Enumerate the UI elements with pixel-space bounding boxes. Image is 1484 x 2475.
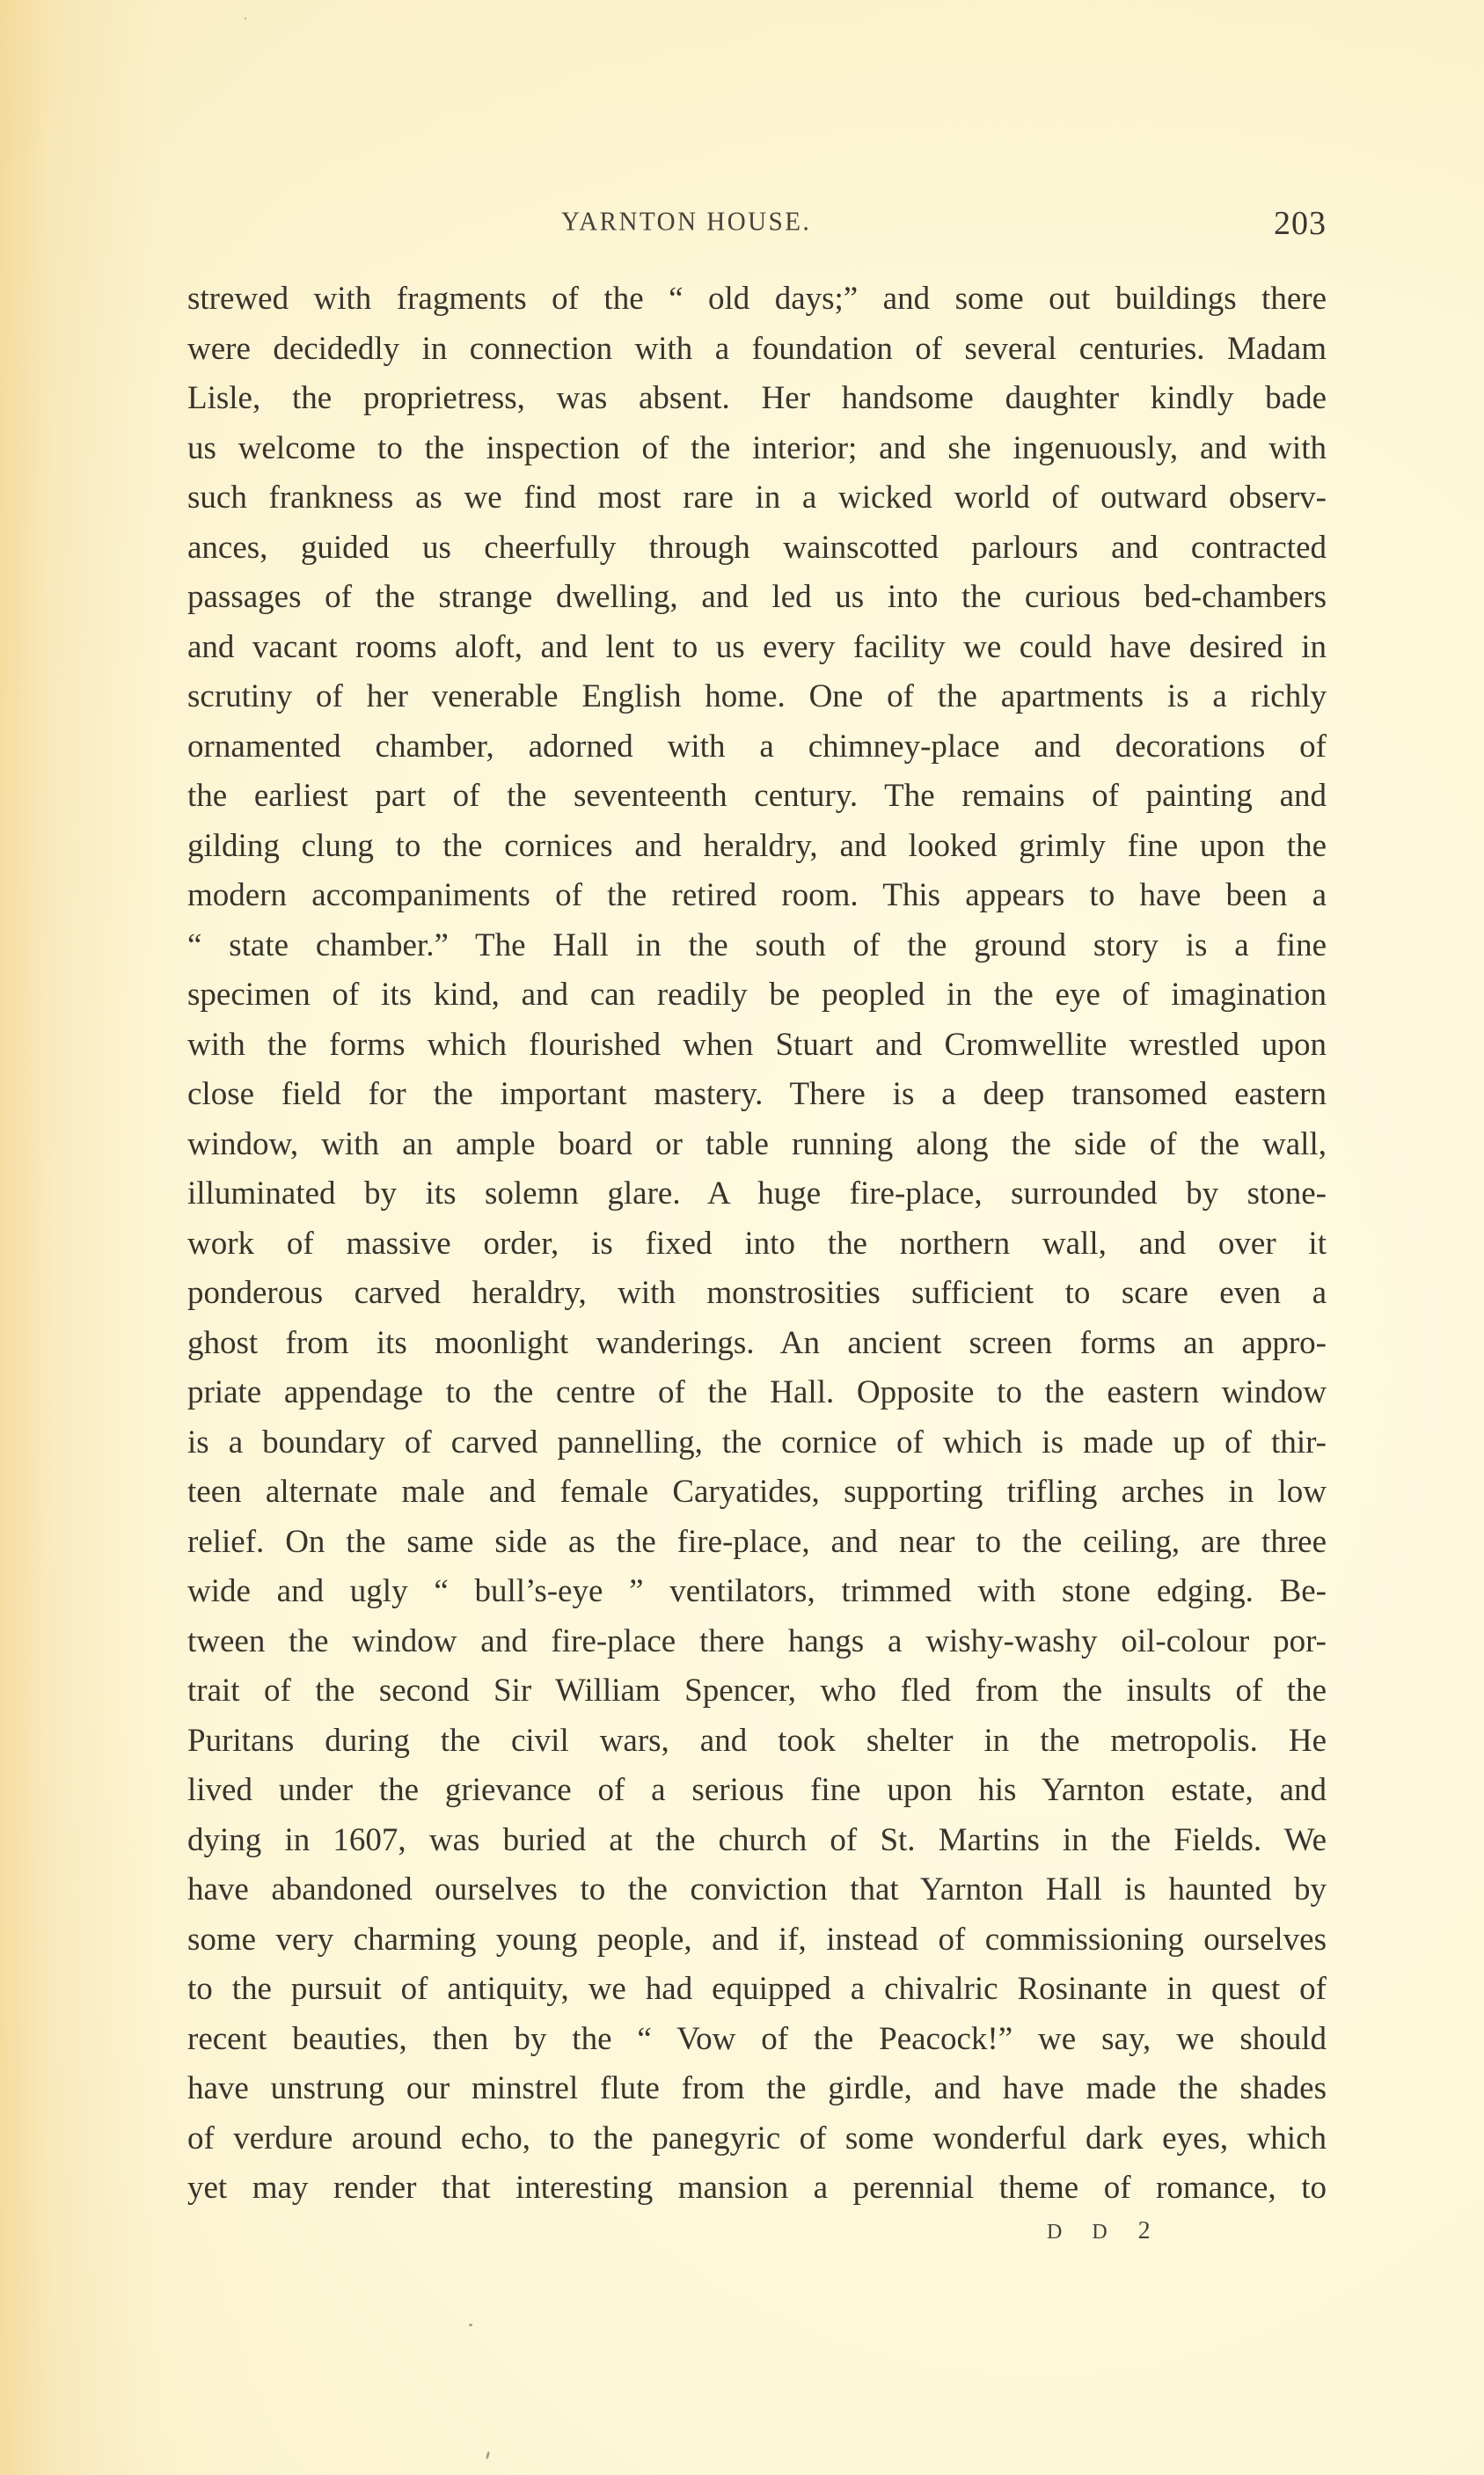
text-line-content: gilding clung to the cornices and heraldry, and looked grimly fine upon the: [187, 827, 1327, 864]
text-line: [187, 1567, 1327, 1617]
text-line-content: ghost from its moonlight wanderings. An ancient screen forms an appro-: [187, 1324, 1327, 1361]
text-line-content: passages of the strange dwelling, and led us into the curious bed-chambers: [187, 579, 1327, 615]
signature-number: 2: [1137, 2217, 1163, 2244]
text-line: [187, 275, 1327, 325]
text-line-content: trait of the second Sir William Spencer, who fled from the insults of the: [187, 1673, 1327, 1709]
text-line-content: Lisle, the proprietress, was absent. Her handsome daughter kindly bade: [187, 380, 1327, 416]
text-line-content: “ state chamber.” The Hall in the south of the ground story is a fine: [187, 926, 1327, 963]
text-line-content: lived under the grievance of a serious fine upon his Yarnton estate, and: [187, 1772, 1327, 1808]
text-line: [187, 2015, 1327, 2065]
text-line: [187, 1169, 1327, 1219]
text-line-content: to the pursuit of antiquity, we had equipped a chivalric Rosinante in quest of: [187, 1971, 1327, 2007]
text-line: [187, 1319, 1327, 1369]
text-line: [187, 921, 1327, 971]
paper-speck: [469, 2324, 472, 2326]
text-line: [187, 722, 1327, 773]
text-line-content: strewed with fragments of the “ old days;” and some out buildings there: [187, 281, 1327, 317]
text-line: [187, 970, 1327, 1021]
text-line-content: modern accompaniments of the retired room. This appears to have been a: [187, 877, 1327, 913]
text-line-content: teen alternate male and female Caryatides, supporting trifling arches in low: [187, 1474, 1327, 1510]
text-line-content: Puritans during the civil wars, and took shelter in the metropolis. He: [187, 1722, 1327, 1759]
text-line: [187, 1418, 1327, 1468]
text-line-content: illuminated by its solemn glare. A huge fire-place, surrounded by stone-: [187, 1175, 1327, 1212]
text-line: [187, 2164, 1327, 2214]
text-line: [187, 1468, 1327, 1518]
text-line: [187, 573, 1327, 623]
text-line: [187, 871, 1327, 921]
text-line: [187, 2114, 1327, 2164]
text-line-content: scrutiny of her venerable English home. One of the apartments is a richly: [187, 678, 1327, 714]
text-line-content: ances, guided us cheerfully through wainscotted parlours and contracted: [187, 529, 1327, 566]
paper-speck: [245, 18, 246, 19]
text-line: [187, 1965, 1327, 2015]
text-line-content: some very charming young people, and if, instead of commissioning ourselves: [187, 1921, 1327, 1958]
text-line: [187, 325, 1327, 375]
text-line: [187, 524, 1327, 574]
text-line: [187, 1120, 1327, 1170]
text-line: [187, 1816, 1327, 1866]
signature-mark: [1047, 2217, 1163, 2245]
text-line-content: ponderous carved heraldry, with monstrosities sufficient to scare even a: [187, 1275, 1327, 1311]
text-line: [187, 1717, 1327, 1767]
text-line-content: dying in 1607, was buried at the church of St. Martins in the Fields. We: [187, 1821, 1327, 1858]
text-line: [187, 1518, 1327, 1568]
text-line: [187, 623, 1327, 673]
text-line-content: priate appendage to the centre of the Hall. Opposite to the eastern window: [187, 1374, 1327, 1410]
text-line: [187, 772, 1327, 822]
text-line-content: with the forms which flourished when Stuart and Cromwellite wrestled upon: [187, 1026, 1327, 1063]
text-line: [187, 1070, 1327, 1120]
running-head-title: YARNTON HOUSE.: [561, 207, 812, 237]
text-line-content: specimen of its kind, and can readily be peopled in the eye of imagination: [187, 977, 1327, 1013]
text-line: [187, 2064, 1327, 2114]
running-head: [187, 204, 1327, 248]
text-line-content: the earliest part of the seventeenth century. The remains of painting and: [187, 778, 1327, 814]
body-text: [187, 275, 1327, 2214]
text-line-content: have abandoned ourselves to the conviction that Yarnton Hall is haunted by: [187, 1871, 1327, 1908]
text-line-content: of verdure around echo, to the panegyric of some wonderful dark eyes, which: [187, 2120, 1327, 2156]
text-line: [187, 374, 1327, 424]
text-line: [187, 1865, 1327, 1915]
text-line-content: relief. On the same side as the fire-place, and near to the ceiling, are three: [187, 1523, 1327, 1560]
text-line: [187, 1269, 1327, 1319]
text-line-content: ornamented chamber, adorned with a chimney-place and decorations of: [187, 728, 1327, 765]
text-line: [187, 1368, 1327, 1418]
text-line: [187, 1666, 1327, 1717]
text-line: [187, 473, 1327, 524]
text-line: [187, 672, 1327, 722]
text-line-content: yet may render that interesting mansion a perennial theme of romance, to: [187, 2170, 1327, 2206]
text-line-content: recent beauties, then by the “ Vow of the Peacock!” we say, we should: [187, 2020, 1327, 2057]
text-line-content: close field for the important mastery. There is a deep transomed eastern: [187, 1076, 1327, 1112]
text-line: [187, 1219, 1327, 1270]
text-line: [187, 1617, 1327, 1667]
text-line-content: is a boundary of carved pannelling, the cornice of which is made up of thir-: [187, 1424, 1327, 1461]
page-number: 203: [1274, 205, 1327, 242]
text-line: [187, 424, 1327, 474]
text-line-content: and vacant rooms aloft, and lent to us every facility we could have desired in: [187, 628, 1327, 665]
text-line: [187, 1766, 1327, 1816]
text-line: [187, 822, 1327, 872]
text-line-content: wide and ugly “ bull’s-eye ” ventilators, trimmed with stone edging. Be-: [187, 1573, 1327, 1609]
text-line-content: have unstrung our minstrel flute from the girdle, and have made the shades: [187, 2070, 1327, 2106]
text-line-content: such frankness as we find most rare in a wicked world of outward observ-: [187, 480, 1327, 516]
text-line-content: were decidedly in connection with a foundation of several centuries. Madam: [187, 330, 1327, 367]
text-line-content: us welcome to the inspection of the interior; and she ingenuously, and with: [187, 429, 1327, 466]
text-line-content: tween the window and fire-place there hangs a wishy-washy oil-colour por-: [187, 1622, 1327, 1659]
text-line: [187, 1915, 1327, 1966]
text-line-content: work of massive order, is fixed into the northern wall, and over it: [187, 1225, 1327, 1262]
text-line: [187, 1021, 1327, 1071]
signature-letters: D D: [1047, 2221, 1120, 2244]
text-line-content: window, with an ample board or table running along the side of the wall,: [187, 1125, 1327, 1162]
paper-speck: [486, 2451, 490, 2459]
